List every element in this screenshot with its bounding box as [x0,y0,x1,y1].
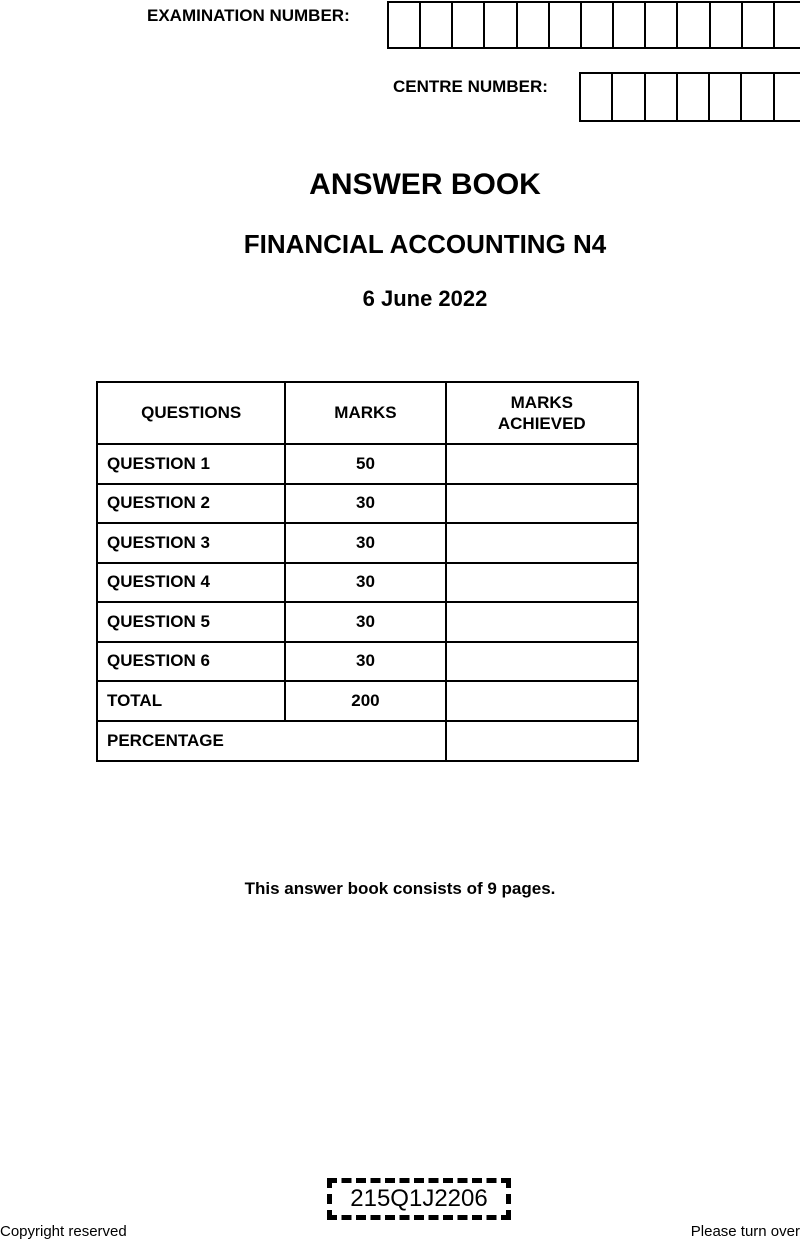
question-marks: 30 [285,523,445,563]
table-row [97,563,638,603]
marks-table [96,381,639,762]
exam-number-digit-box[interactable] [743,3,775,47]
percentage-cell[interactable] [446,721,638,761]
centre-number-boxes[interactable] [579,72,800,122]
question-marks: 30 [285,642,445,682]
subject-title: FINANCIAL ACCOUNTING N4 [243,229,607,259]
question-label: QUESTION 5 [97,602,285,642]
marks-achieved-cell[interactable] [446,484,638,524]
exam-number-digit-box[interactable] [582,3,614,47]
percentage-label: PERCENTAGE [97,721,446,761]
table-row [97,523,638,563]
percentage-row [97,721,638,761]
question-marks: 30 [285,563,445,603]
exam-number-digit-box[interactable] [646,3,678,47]
question-label: QUESTION 6 [97,642,285,682]
table-row [97,681,638,721]
centre-number-digit-box[interactable] [613,74,645,120]
table-row [97,642,638,682]
question-label: QUESTION 4 [97,563,285,603]
header-marks: MARKS [285,382,445,444]
exam-number-digit-box[interactable] [678,3,710,47]
centre-number-digit-box[interactable] [742,74,774,120]
exam-number-digit-box[interactable] [389,3,421,47]
marks-achieved-cell[interactable] [446,444,638,484]
exam-number-digit-box[interactable] [614,3,646,47]
exam-number-digit-box[interactable] [550,3,582,47]
question-label: QUESTION 1 [97,444,285,484]
table-row [97,484,638,524]
question-marks: 30 [285,484,445,524]
exam-number-digit-box[interactable] [711,3,743,47]
exam-number-digit-box[interactable] [421,3,453,47]
pages-note: This answer book consists of 9 pages. [244,879,556,898]
marks-achieved-cell[interactable] [446,563,638,603]
marks-achieved-cell[interactable] [446,602,638,642]
exam-number-digit-box[interactable] [518,3,550,47]
question-marks: 200 [285,681,445,721]
exam-date: 6 June 2022 [362,286,488,311]
centre-number-digit-box[interactable] [581,74,613,120]
table-row [97,602,638,642]
header-questions: QUESTIONS [97,382,285,444]
centre-number-digit-box[interactable] [710,74,742,120]
marks-achieved-cell[interactable] [446,642,638,682]
question-label: QUESTION 2 [97,484,285,524]
header-marks-achieved: MARKS ACHIEVED [446,382,638,444]
centre-number-digit-box[interactable] [646,74,678,120]
question-label: QUESTION 3 [97,523,285,563]
marks-achieved-cell[interactable] [446,681,638,721]
question-marks: 30 [285,602,445,642]
document-title: ANSWER BOOK [309,168,541,201]
paper-code: 215Q1J2206 [327,1178,511,1220]
table-header-row [97,382,638,444]
centre-number-digit-box[interactable] [678,74,710,120]
exam-number-boxes[interactable] [387,1,800,49]
centre-number-digit-box[interactable] [775,74,800,120]
question-label: TOTAL [97,681,285,721]
exam-number-digit-box[interactable] [453,3,485,47]
exam-number-label: EXAMINATION NUMBER: [147,6,350,25]
exam-number-digit-box[interactable] [485,3,517,47]
marks-achieved-cell[interactable] [446,523,638,563]
question-marks: 50 [285,444,445,484]
centre-number-label: CENTRE NUMBER: [393,77,548,96]
table-row [97,444,638,484]
exam-number-digit-box[interactable] [775,3,800,47]
footer-turn-over: Please turn over [690,1223,800,1240]
footer-copyright: Copyright reserved [0,1223,127,1240]
